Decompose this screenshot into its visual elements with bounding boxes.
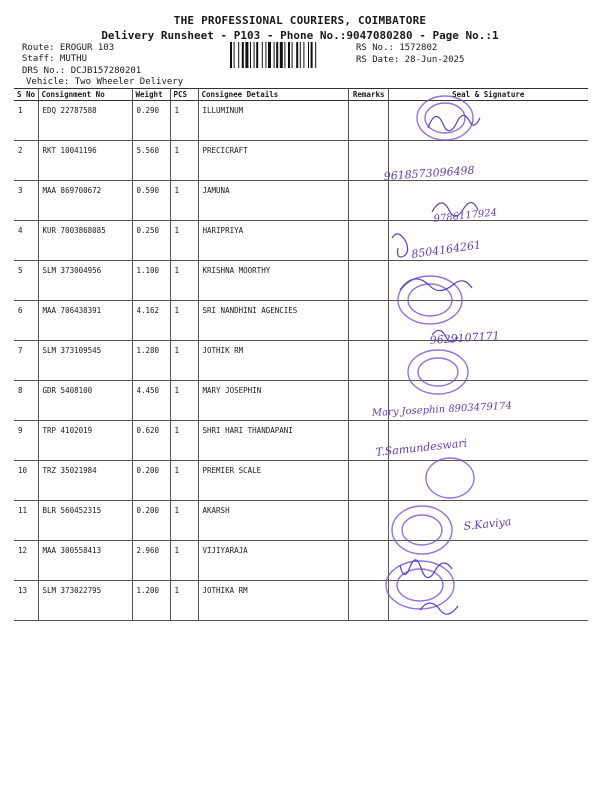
handwriting-3: 8504164261 xyxy=(410,238,482,261)
cell-seal-signature xyxy=(388,341,588,381)
cell-sno: 8 xyxy=(14,381,38,421)
handwriting-5: Mary Josephin 8903479174 xyxy=(371,400,513,419)
cell-pcs: 1 xyxy=(170,501,198,541)
col-header-pcs: PCS xyxy=(170,89,198,101)
cell-consignment-no: GDR 5408100 xyxy=(38,381,132,421)
cell-weight: 0.250 xyxy=(132,221,170,261)
cell-remarks xyxy=(348,301,388,341)
cell-consignee: SRI NANDHINI AGENCIES xyxy=(198,301,348,341)
cell-seal-signature xyxy=(388,541,588,581)
cell-weight: 0.290 xyxy=(132,101,170,141)
drs-number: DRS No.: DCJB157280201 xyxy=(22,66,142,76)
col-header-consignee: Consignee Details xyxy=(198,89,348,101)
cell-sno: 2 xyxy=(14,141,38,181)
cell-seal-signature xyxy=(388,381,588,421)
cell-consignee: JOTHIK RM xyxy=(198,341,348,381)
handwriting-7: S.Kaviya xyxy=(462,515,512,533)
cell-sno: 7 xyxy=(14,341,38,381)
cell-sno: 3 xyxy=(14,181,38,221)
cell-seal-signature xyxy=(388,221,588,261)
cell-sno: 13 xyxy=(14,581,38,621)
cell-consignee: PREMIER SCALE xyxy=(198,461,348,501)
cell-weight: 0.200 xyxy=(132,501,170,541)
vehicle-label: Vehicle: Two Wheeler Delivery xyxy=(26,77,184,87)
cell-weight: 0.620 xyxy=(132,421,170,461)
table-header-row xyxy=(14,89,588,101)
cell-pcs: 1 xyxy=(170,461,198,501)
cell-sno: 5 xyxy=(14,261,38,301)
col-header-consignment: Consignment No xyxy=(38,89,132,101)
cell-consignment-no: SLM 373022795 xyxy=(38,581,132,621)
col-header-seal: Seal & Signature xyxy=(388,89,588,101)
cell-consignee: JOTHIKA RM xyxy=(198,581,348,621)
col-header-remarks: Remarks xyxy=(348,89,388,101)
table-row xyxy=(14,461,588,501)
cell-sno: 1 xyxy=(14,101,38,141)
cell-pcs: 1 xyxy=(170,581,198,621)
cell-seal-signature xyxy=(388,141,588,181)
cell-consignment-no: MAA 869700672 xyxy=(38,181,132,221)
cell-consignment-no: MAA 706438391 xyxy=(38,301,132,341)
rs-number: RS No.: 1572802 xyxy=(356,43,438,53)
cell-pcs: 1 xyxy=(170,541,198,581)
cell-sno: 10 xyxy=(14,461,38,501)
cell-weight: 2.960 xyxy=(132,541,170,581)
cell-consignment-no: RKT 10041196 xyxy=(38,141,132,181)
cell-consignment-no: SLM 373004956 xyxy=(38,261,132,301)
cell-consignment-no: MAA 300558413 xyxy=(38,541,132,581)
cell-seal-signature xyxy=(388,101,588,141)
staff-label: Staff: MUTHU xyxy=(22,54,88,64)
table-row xyxy=(14,101,588,141)
cell-consignee: MARY JOSEPHIN xyxy=(198,381,348,421)
cell-consignee: JAMUNA xyxy=(198,181,348,221)
handwriting-1: 9618573096498 xyxy=(383,163,475,183)
runsheet-subtitle: Delivery Runsheet - P103 - Phone No.:9047080280 - Page No.:1 xyxy=(101,29,499,42)
runsheet-table xyxy=(14,88,588,621)
cell-pcs: 1 xyxy=(170,181,198,221)
barcode-image xyxy=(230,42,350,68)
table-row xyxy=(14,181,588,221)
cell-consignee: VIJIYARAJA xyxy=(198,541,348,581)
cell-consignment-no: EDQ 22787588 xyxy=(38,101,132,141)
cell-remarks xyxy=(348,541,388,581)
rs-date: RS Date: 28-Jun-2025 xyxy=(356,55,465,65)
cell-sno: 4 xyxy=(14,221,38,261)
cell-sno: 12 xyxy=(14,541,38,581)
cell-weight: 4.162 xyxy=(132,301,170,341)
cell-remarks xyxy=(348,381,388,421)
cell-consignment-no: TRZ 35021984 xyxy=(38,461,132,501)
cell-pcs: 1 xyxy=(170,421,198,461)
cell-weight: 1.200 xyxy=(132,581,170,621)
cell-remarks xyxy=(348,421,388,461)
cell-consignment-no: BLR 560452315 xyxy=(38,501,132,541)
cell-remarks xyxy=(348,461,388,501)
cell-weight: 5.560 xyxy=(132,141,170,181)
cell-consignee: ILLUMINUM xyxy=(198,101,348,141)
col-header-sno: S No xyxy=(14,89,38,101)
cell-consignee: PRECICRAFT xyxy=(198,141,348,181)
handwriting-6: T.Samundeswari xyxy=(374,436,468,459)
cell-remarks xyxy=(348,501,388,541)
cell-seal-signature xyxy=(388,421,588,461)
cell-pcs: 1 xyxy=(170,261,198,301)
cell-remarks xyxy=(348,221,388,261)
table-row xyxy=(14,541,588,581)
handwriting-4: 9629107171 xyxy=(429,329,501,347)
cell-weight: 4.450 xyxy=(132,381,170,421)
cell-pcs: 1 xyxy=(170,341,198,381)
table-row xyxy=(14,341,588,381)
cell-sno: 11 xyxy=(14,501,38,541)
cell-weight: 0.200 xyxy=(132,461,170,501)
cell-remarks xyxy=(348,581,388,621)
cell-weight: 0.590 xyxy=(132,181,170,221)
table-row xyxy=(14,221,588,261)
table-row xyxy=(14,141,588,181)
cell-pcs: 1 xyxy=(170,381,198,421)
cell-weight: 1.280 xyxy=(132,341,170,381)
cell-remarks xyxy=(348,101,388,141)
company-title: THE PROFESSIONAL COURIERS, COIMBATORE xyxy=(173,14,427,27)
table-row xyxy=(14,421,588,461)
table-row xyxy=(14,301,588,341)
cell-consignment-no: TRP 4102019 xyxy=(38,421,132,461)
cell-remarks xyxy=(348,341,388,381)
cell-pcs: 1 xyxy=(170,101,198,141)
cell-consignee: KRISHNA MOORTHY xyxy=(198,261,348,301)
cell-pcs: 1 xyxy=(170,221,198,261)
cell-seal-signature xyxy=(388,461,588,501)
table-row xyxy=(14,581,588,621)
handwriting-2: 9786117924 xyxy=(433,207,498,225)
cell-weight: 1.100 xyxy=(132,261,170,301)
cell-consignee: HARIPRIYA xyxy=(198,221,348,261)
cell-seal-signature xyxy=(388,501,588,541)
cell-consignee: AKARSH xyxy=(198,501,348,541)
cell-remarks xyxy=(348,181,388,221)
cell-consignment-no: KUR 7003868085 xyxy=(38,221,132,261)
cell-seal-signature xyxy=(388,181,588,221)
col-header-weight: Weight xyxy=(132,89,170,101)
cell-seal-signature xyxy=(388,581,588,621)
cell-remarks xyxy=(348,141,388,181)
table-row xyxy=(14,261,588,301)
cell-consignee: SHRI HARI THANDAPANI xyxy=(198,421,348,461)
cell-consignment-no: SLM 373109545 xyxy=(38,341,132,381)
cell-seal-signature xyxy=(388,301,588,341)
cell-remarks xyxy=(348,261,388,301)
cell-sno: 6 xyxy=(14,301,38,341)
cell-seal-signature xyxy=(388,261,588,301)
cell-sno: 9 xyxy=(14,421,38,461)
route-label: Route: EROGUR 103 xyxy=(22,43,115,53)
table-row xyxy=(14,501,588,541)
cell-pcs: 1 xyxy=(170,141,198,181)
table-row xyxy=(14,381,588,421)
cell-pcs: 1 xyxy=(170,301,198,341)
